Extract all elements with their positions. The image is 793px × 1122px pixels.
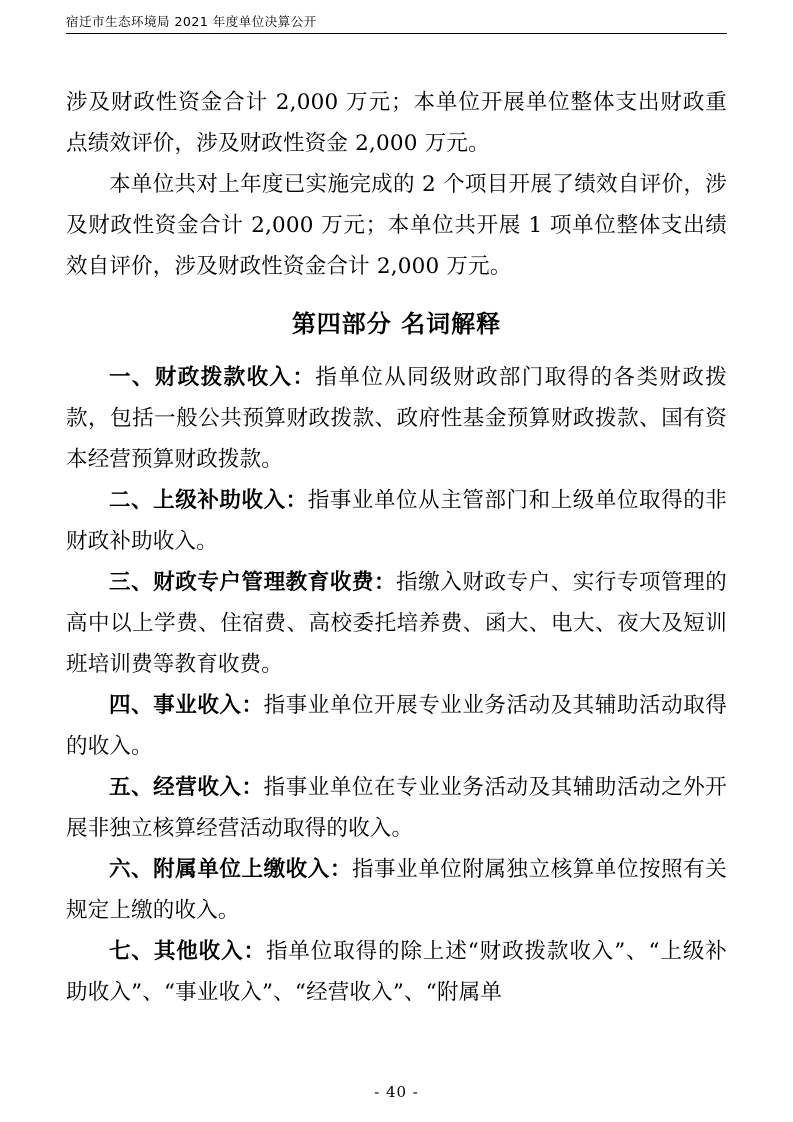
term-text: 指事业单位附属独立核算单位按照有关规定上缴的收入。 — [66, 857, 727, 923]
term-entry — [66, 480, 727, 562]
term-text: 指事业单位在专业业务活动及其辅助活动之外开展非独立核算经营活动取得的收入。 — [66, 775, 728, 841]
term-entry — [66, 562, 727, 685]
term-text: 指缴入财政专户、实行专项管理的高中以上学费、住宿费、高校委托培养费、函大、电大、夜大及短训班培训费等教育收费。 — [66, 570, 727, 677]
term-text: 指事业单位从主管部门和上级单位取得的非财政补助收入。 — [66, 488, 727, 554]
term-entry — [66, 357, 727, 480]
term-entry — [66, 931, 727, 1013]
term-label: 二、上级补助收入： — [109, 488, 308, 513]
term-text: 指单位从同级财政部门取得的各类财政拨款，包括一般公共预算财政拨款、政府性基金预算财政拨款、国有资本经营预算财政拨款。 — [66, 365, 727, 472]
term-label: 四、事业收入： — [109, 693, 264, 718]
term-entry — [66, 685, 727, 767]
document-body — [66, 82, 727, 1013]
term-label: 五、经营收入： — [109, 775, 264, 800]
page-number: - 40 - — [374, 1083, 419, 1101]
header-divider — [66, 33, 727, 34]
term-entry — [66, 849, 727, 931]
term-label: 一、财政拨款收入： — [109, 365, 316, 390]
term-text: 指单位取得的除上述“财政拨款收入”、“上级补助收入”、“事业收入”、“经营收入”、“附属单 — [66, 939, 727, 1005]
paragraph: 涉及财政性资金合计 2,000 万元；本单位开展单位整体支出财政重点绩效评价，涉及财政性资金 2,000 万元。 — [66, 90, 727, 156]
term-label: 三、财政专户管理教育收费： — [109, 570, 397, 595]
section-heading: 第四部分 名词解释 — [291, 309, 502, 338]
term-text: 指事业单位开展专业业务活动及其辅助活动取得的收入。 — [66, 693, 728, 759]
paragraph: 本单位共对上年度已实施完成的 2 个项目开展了绩效自评价，涉及财政性资金合计 2,000 万元；本单位共开展 1 项单位整体支出绩效自评价，涉及财政性资金合计 2,000 万元。 — [66, 172, 727, 279]
term-entry — [66, 767, 727, 849]
page-header: 宿迁市生态环境局 2021 年度单位决算公开 — [66, 14, 317, 29]
term-label: 六、附属单位上缴收入： — [109, 857, 352, 882]
term-label: 七、其他收入： — [109, 939, 266, 964]
